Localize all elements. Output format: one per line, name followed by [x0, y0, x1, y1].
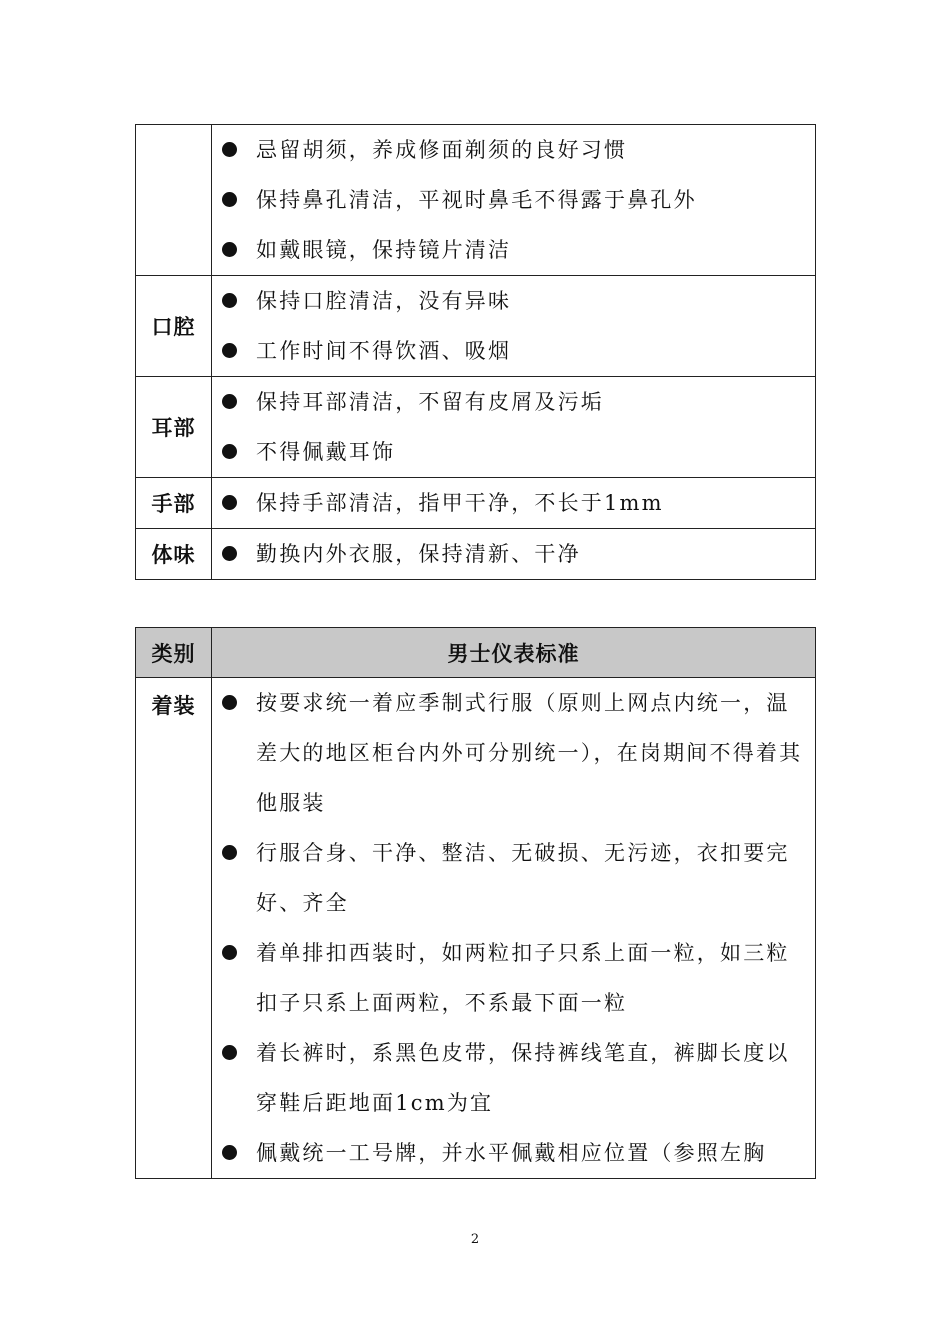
list-item: 着单排扣西装时，如两粒扣子只系上面一粒，如三粒扣子只系上面两粒，不系最下面一粒	[212, 928, 815, 1028]
list-item: 保持鼻孔清洁，平视时鼻毛不得露于鼻孔外	[212, 175, 815, 225]
table-row	[136, 678, 816, 1179]
bullet-icon	[222, 495, 237, 510]
bullet-icon	[222, 845, 237, 860]
table-row	[136, 377, 816, 478]
column-header-standard: 男士仪表标准	[212, 628, 816, 678]
list-item: 按要求统一着应季制式行服（原则上网点内统一，温差大的地区柜台内外可分别统一），在岗期间不得着其他服装	[212, 678, 815, 828]
bullet-icon	[222, 242, 237, 257]
category-cell	[136, 125, 212, 276]
bullet-icon	[222, 293, 237, 308]
table-row	[136, 478, 816, 529]
category-cell: 手部	[136, 478, 212, 529]
bullet-icon	[222, 444, 237, 459]
table-row	[136, 276, 816, 377]
table-row	[136, 125, 816, 276]
mens-appearance-table	[135, 627, 816, 1179]
bullet-icon	[222, 945, 237, 960]
bullet-icon	[222, 192, 237, 207]
list-item: 勤换内外衣服，保持清新、干净	[212, 529, 815, 579]
list-item: 忌留胡须，养成修面剃须的良好习惯	[212, 125, 815, 175]
list-item: 如戴眼镜，保持镜片清洁	[212, 225, 815, 275]
column-header-category: 类别	[136, 628, 212, 678]
category-cell: 耳部	[136, 377, 212, 478]
list-item: 保持手部清洁，指甲干净，不长于1mm	[212, 478, 815, 528]
table-row	[136, 529, 816, 580]
page-number: 2	[470, 1232, 480, 1247]
list-item: 佩戴统一工号牌，并水平佩戴相应位置（参照左胸	[212, 1128, 815, 1178]
list-item: 保持耳部清洁，不留有皮屑及污垢	[212, 377, 815, 427]
bullet-icon	[222, 546, 237, 561]
category-cell: 口腔	[136, 276, 212, 377]
bullet-icon	[222, 343, 237, 358]
category-cell: 着装	[136, 678, 212, 1179]
list-item: 不得佩戴耳饰	[212, 427, 815, 477]
list-item: 工作时间不得饮酒、吸烟	[212, 326, 815, 376]
list-item: 行服合身、干净、整洁、无破损、无污迹，衣扣要完好、齐全	[212, 828, 815, 928]
category-cell: 体味	[136, 529, 212, 580]
bullet-icon	[222, 1045, 237, 1060]
list-item: 保持口腔清洁，没有异味	[212, 276, 815, 326]
bullet-icon	[222, 695, 237, 710]
grooming-table-continued	[135, 124, 816, 580]
bullet-icon	[222, 142, 237, 157]
bullet-icon	[222, 1145, 237, 1160]
bullet-icon	[222, 394, 237, 409]
table-header-row	[136, 628, 816, 678]
list-item: 着长裤时，系黑色皮带，保持裤线笔直，裤脚长度以穿鞋后距地面1cm为宜	[212, 1028, 815, 1128]
